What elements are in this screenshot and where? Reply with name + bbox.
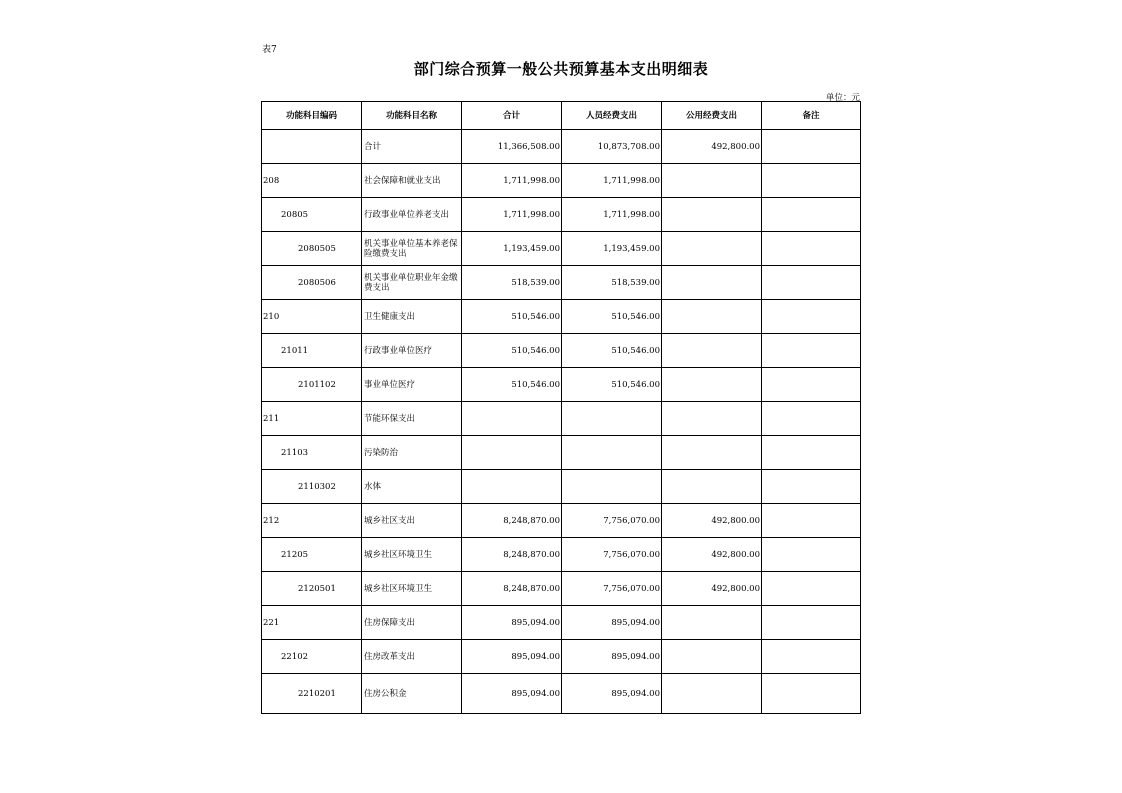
cell-remark — [762, 164, 861, 198]
cell-total — [462, 402, 562, 436]
cell-name: 行政事业单位医疗 — [362, 334, 462, 368]
cell-total: 1,711,998.00 — [462, 164, 562, 198]
cell-personnel: 895,094.00 — [562, 606, 662, 640]
cell-public: 492,800.00 — [662, 130, 762, 164]
cell-remark — [762, 232, 861, 266]
cell-remark — [762, 130, 861, 164]
cell-remark — [762, 538, 861, 572]
cell-name: 水体 — [362, 470, 462, 504]
header-total: 合计 — [462, 102, 562, 130]
cell-remark — [762, 606, 861, 640]
unit-label: 单位：元 — [825, 93, 860, 103]
cell-public — [662, 198, 762, 232]
header-code: 功能科目编码 — [262, 102, 362, 130]
cell-remark — [762, 504, 861, 538]
cell-remark — [762, 436, 861, 470]
cell-total: 895,094.00 — [462, 674, 562, 714]
cell-name: 事业单位医疗 — [362, 368, 462, 402]
cell-public — [662, 674, 762, 714]
cell-name: 社会保障和就业支出 — [362, 164, 462, 198]
table-row — [262, 640, 861, 674]
cell-personnel: 510,546.00 — [562, 334, 662, 368]
cell-name: 行政事业单位养老支出 — [362, 198, 462, 232]
cell-code: 21103 — [262, 436, 362, 470]
table-row — [262, 504, 861, 538]
cell-name: 住房改革支出 — [362, 640, 462, 674]
cell-public — [662, 640, 762, 674]
cell-code: 211 — [262, 402, 362, 436]
cell-code: 2120501 — [262, 572, 362, 606]
table-row — [262, 572, 861, 606]
cell-personnel: 1,193,459.00 — [562, 232, 662, 266]
cell-personnel — [562, 436, 662, 470]
cell-code: 2080506 — [262, 266, 362, 300]
page-title: 部门综合预算一般公共预算基本支出明细表 — [413, 60, 709, 78]
cell-public — [662, 334, 762, 368]
cell-remark — [762, 640, 861, 674]
cell-code — [262, 130, 362, 164]
table-row — [262, 674, 861, 714]
table-row — [262, 334, 861, 368]
cell-total — [462, 436, 562, 470]
table-row — [262, 538, 861, 572]
table-row — [262, 402, 861, 436]
table-row — [262, 436, 861, 470]
cell-code: 21205 — [262, 538, 362, 572]
table-row — [262, 300, 861, 334]
cell-total: 510,546.00 — [462, 334, 562, 368]
cell-code: 208 — [262, 164, 362, 198]
cell-public — [662, 368, 762, 402]
cell-public — [662, 436, 762, 470]
cell-personnel: 7,756,070.00 — [562, 538, 662, 572]
cell-remark — [762, 334, 861, 368]
cell-code: 2110302 — [262, 470, 362, 504]
cell-name: 城乡社区支出 — [362, 504, 462, 538]
budget-table — [261, 101, 861, 714]
cell-personnel: 510,546.00 — [562, 300, 662, 334]
cell-total: 510,546.00 — [462, 300, 562, 334]
cell-name: 合计 — [362, 130, 462, 164]
cell-code: 212 — [262, 504, 362, 538]
cell-public — [662, 402, 762, 436]
cell-public — [662, 164, 762, 198]
table-row — [262, 198, 861, 232]
cell-personnel: 895,094.00 — [562, 674, 662, 714]
cell-remark — [762, 470, 861, 504]
cell-code: 20805 — [262, 198, 362, 232]
cell-name: 城乡社区环境卫生 — [362, 538, 462, 572]
cell-name: 住房保障支出 — [362, 606, 462, 640]
header-row — [262, 102, 861, 130]
cell-total: 8,248,870.00 — [462, 538, 562, 572]
cell-name: 城乡社区环境卫生 — [362, 572, 462, 606]
cell-personnel: 510,546.00 — [562, 368, 662, 402]
table-header — [262, 102, 861, 130]
cell-public — [662, 470, 762, 504]
cell-public: 492,800.00 — [662, 538, 762, 572]
cell-total — [462, 470, 562, 504]
cell-total: 1,711,998.00 — [462, 198, 562, 232]
cell-remark — [762, 266, 861, 300]
cell-personnel: 518,539.00 — [562, 266, 662, 300]
table-row — [262, 368, 861, 402]
cell-public: 492,800.00 — [662, 504, 762, 538]
cell-public — [662, 606, 762, 640]
cell-personnel: 10,873,708.00 — [562, 130, 662, 164]
cell-total: 8,248,870.00 — [462, 504, 562, 538]
cell-total: 895,094.00 — [462, 640, 562, 674]
cell-code: 210 — [262, 300, 362, 334]
cell-remark — [762, 300, 861, 334]
cell-code: 22102 — [262, 640, 362, 674]
table-row — [262, 130, 861, 164]
cell-remark — [762, 572, 861, 606]
cell-remark — [762, 402, 861, 436]
table-number: 表7 — [262, 45, 277, 55]
cell-personnel: 895,094.00 — [562, 640, 662, 674]
cell-personnel — [562, 402, 662, 436]
cell-total: 8,248,870.00 — [462, 572, 562, 606]
table-row — [262, 164, 861, 198]
cell-personnel: 1,711,998.00 — [562, 198, 662, 232]
cell-code: 2210201 — [262, 674, 362, 714]
cell-public — [662, 300, 762, 334]
table-row — [262, 470, 861, 504]
cell-code: 2101102 — [262, 368, 362, 402]
header-public: 公用经费支出 — [662, 102, 762, 130]
table-body — [262, 130, 861, 714]
cell-total: 518,539.00 — [462, 266, 562, 300]
header-remark: 备注 — [762, 102, 861, 130]
cell-total: 510,546.00 — [462, 368, 562, 402]
header-personnel: 人员经费支出 — [562, 102, 662, 130]
cell-total: 1,193,459.00 — [462, 232, 562, 266]
cell-public — [662, 266, 762, 300]
cell-name: 机关事业单位基本养老保险缴费支出 — [362, 232, 462, 266]
cell-name: 污染防治 — [362, 436, 462, 470]
cell-name: 节能环保支出 — [362, 402, 462, 436]
cell-public: 492,800.00 — [662, 572, 762, 606]
table-row — [262, 232, 861, 266]
cell-personnel: 1,711,998.00 — [562, 164, 662, 198]
cell-remark — [762, 368, 861, 402]
cell-remark — [762, 674, 861, 714]
cell-total: 895,094.00 — [462, 606, 562, 640]
cell-name: 卫生健康支出 — [362, 300, 462, 334]
cell-code: 2080505 — [262, 232, 362, 266]
cell-name: 机关事业单位职业年金缴费支出 — [362, 266, 462, 300]
cell-personnel: 7,756,070.00 — [562, 504, 662, 538]
header-name: 功能科目名称 — [362, 102, 462, 130]
cell-code: 221 — [262, 606, 362, 640]
cell-total: 11,366,508.00 — [462, 130, 562, 164]
cell-public — [662, 232, 762, 266]
cell-name: 住房公积金 — [362, 674, 462, 714]
cell-remark — [762, 198, 861, 232]
cell-personnel: 7,756,070.00 — [562, 572, 662, 606]
cell-code: 21011 — [262, 334, 362, 368]
cell-personnel — [562, 470, 662, 504]
table-row — [262, 606, 861, 640]
table-row — [262, 266, 861, 300]
